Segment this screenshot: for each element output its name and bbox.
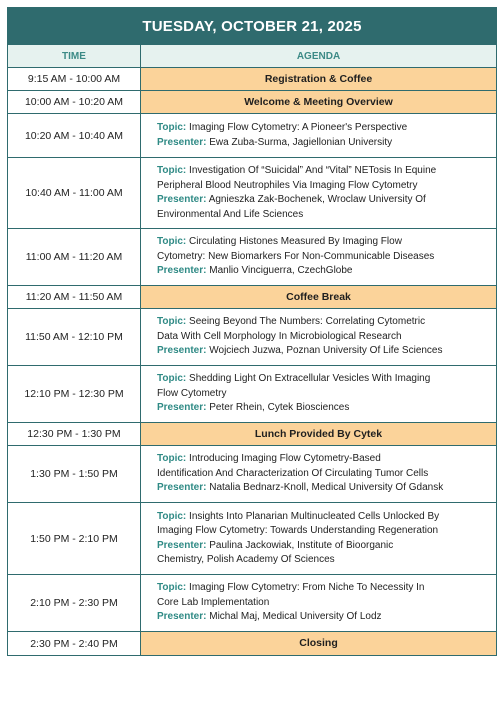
presenter-line [157,539,488,554]
agenda-cell [141,309,496,365]
presenter-label: Presenter: [157,345,207,357]
topic-line [157,330,488,345]
presenter-line [157,208,488,223]
schedule-rows [8,68,496,655]
topic-text: Imaging Flow Cytometry: Towards Understanding Regeneration [157,525,439,536]
topic-label: Topic: [157,122,187,133]
band-label: Lunch Provided By Cytek [254,427,383,440]
topic-text: Imaging Flow Cytometry: A Pioneer's Perspective [189,122,408,133]
presenter-label: Presenter: [157,402,207,414]
topic-text: Identification And Characterization Of Circulating Tumor Cells [157,467,429,479]
band-label: Coffee Break [286,290,351,303]
agenda-cell [141,503,496,574]
session-row [8,575,496,632]
band-label: Welcome & Meeting Overview [244,95,393,108]
presenter-text: Natalia Bednarz-Knoll, Medical University Of Gdansk [209,482,444,494]
topic-line [157,179,488,194]
agenda-cell [141,68,496,90]
topic-text: Investigation Of “Suicidal” And “Vital” NETosis In Equine [189,165,437,176]
topic-line [157,372,488,387]
time-cell: 1:30 PM - 1:50 PM [8,446,141,502]
agenda-cell [141,91,496,113]
topic-line [157,596,488,611]
agenda-cell [141,423,496,445]
presenter-line [157,136,488,151]
band-row [8,286,496,309]
topic-label: Topic: [157,582,187,594]
agenda-cell [141,286,496,308]
presenter-label: Presenter: [157,265,207,277]
topic-text: Introducing Imaging Flow Cytometry-Based [189,453,381,465]
topic-line [157,524,488,539]
topic-text: Cytometry: New Biomarkers For Non-Communicable Diseases [157,250,435,262]
topic-line [157,235,488,250]
time-cell: 2:30 PM - 2:40 PM [8,632,141,655]
presenter-text: Paulina Jackowiak, Institute of Bioorganic [209,539,394,551]
agenda-column-header: AGENDA [296,50,341,62]
presenter-label: Presenter: [157,136,207,148]
agenda-cell [141,446,496,502]
topic-line [157,467,488,482]
session-row [8,309,496,366]
presenter-label: Presenter: [157,539,207,551]
agenda-cell [141,229,496,285]
topic-line [157,315,488,330]
presenter-label: Presenter: [157,611,207,623]
band-row [8,632,496,655]
band-row [8,91,496,114]
presenter-line [157,553,488,568]
band-label: Registration & Coffee [264,72,373,85]
time-cell: 2:10 PM - 2:30 PM [8,575,141,631]
topic-text: Shedding Light On Extracellular Vesicles With Imaging [189,373,431,385]
topic-label: Topic: [157,165,187,176]
presenter-text: Chemistry, Polish Academy Of Sciences [157,554,335,565]
schedule-table [7,7,497,656]
topic-line [157,452,488,467]
time-cell: 10:40 AM - 11:00 AM [8,158,141,228]
topic-text: Core Lab Implementation [157,596,270,608]
topic-text: Peripheral Blood Neutrophiles Via Imaging Flow Cytometry [157,179,418,191]
band-label: Closing [299,637,338,650]
presenter-line [157,481,488,496]
agenda-cell [141,575,496,631]
presenter-label: Presenter: [157,482,207,494]
session-row [8,158,496,229]
presenter-line [157,344,488,359]
time-cell: 1:50 PM - 2:10 PM [8,503,141,574]
presenter-line [157,610,488,625]
presenter-text: Wojciech Juzwa, Poznan University Of Life Sciences [209,345,443,357]
topic-line [157,581,488,596]
session-row [8,229,496,286]
topic-text: Imaging Flow Cytometry: From Niche To Necessity In [189,582,425,594]
topic-text: Flow Cytometry [157,387,227,399]
topic-line [157,250,488,265]
topic-label: Topic: [157,373,187,385]
topic-label: Topic: [157,453,187,465]
agenda-cell [141,366,496,422]
presenter-text: Agnieszka Zak-Bochenek, Wroclaw University Of [208,194,426,205]
presenter-line [157,193,488,208]
time-cell: 11:00 AM - 11:20 AM [8,229,141,285]
session-row [8,503,496,575]
table-header [8,45,496,68]
time-cell: 9:15 AM - 10:00 AM [8,68,141,90]
time-cell: 10:20 AM - 10:40 AM [8,114,141,157]
schedule-title: TUESDAY, OCTOBER 21, 2025 [8,8,496,45]
agenda-cell [141,158,496,228]
topic-line [157,164,488,179]
topic-line [157,121,488,136]
time-cell: 11:20 AM - 11:50 AM [8,286,141,308]
topic-label: Topic: [157,316,187,328]
time-cell: 12:30 PM - 1:30 PM [8,423,141,445]
session-row [8,446,496,503]
time-cell: 11:50 AM - 12:10 PM [8,309,141,365]
agenda-cell [141,632,496,655]
presenter-line [157,264,488,279]
topic-text: Seeing Beyond The Numbers: Correlating Cytometric [189,316,426,328]
presenter-label: Presenter: [157,194,207,205]
topic-text: Circulating Histones Measured By Imaging Flow [189,236,402,248]
presenter-text: Ewa Zuba-Surma, Jagiellonian University [209,136,393,148]
time-column-header: TIME [8,45,141,67]
topic-label: Topic: [157,236,187,248]
topic-line [157,387,488,402]
session-row [8,366,496,423]
presenter-text: Environmental And Life Sciences [157,208,304,220]
time-cell: 10:00 AM - 10:20 AM [8,91,141,113]
presenter-text: Peter Rhein, Cytek Biosciences [209,402,350,414]
presenter-text: Michal Maj, Medical University Of Lodz [209,611,382,623]
presenter-text: Manlio Vinciguerra, CzechGlobe [209,265,353,277]
time-cell: 12:10 PM - 12:30 PM [8,366,141,422]
session-row [8,114,496,158]
topic-text: Data With Cell Morphology In Microbiological Research [157,330,402,342]
topic-text: Insights Into Planarian Multinucleated Cells Unlocked By [189,510,440,522]
topic-label: Topic: [157,510,187,522]
topic-line [157,510,488,525]
agenda-cell [141,114,496,157]
band-row [8,423,496,446]
band-row [8,68,496,91]
presenter-line [157,401,488,416]
